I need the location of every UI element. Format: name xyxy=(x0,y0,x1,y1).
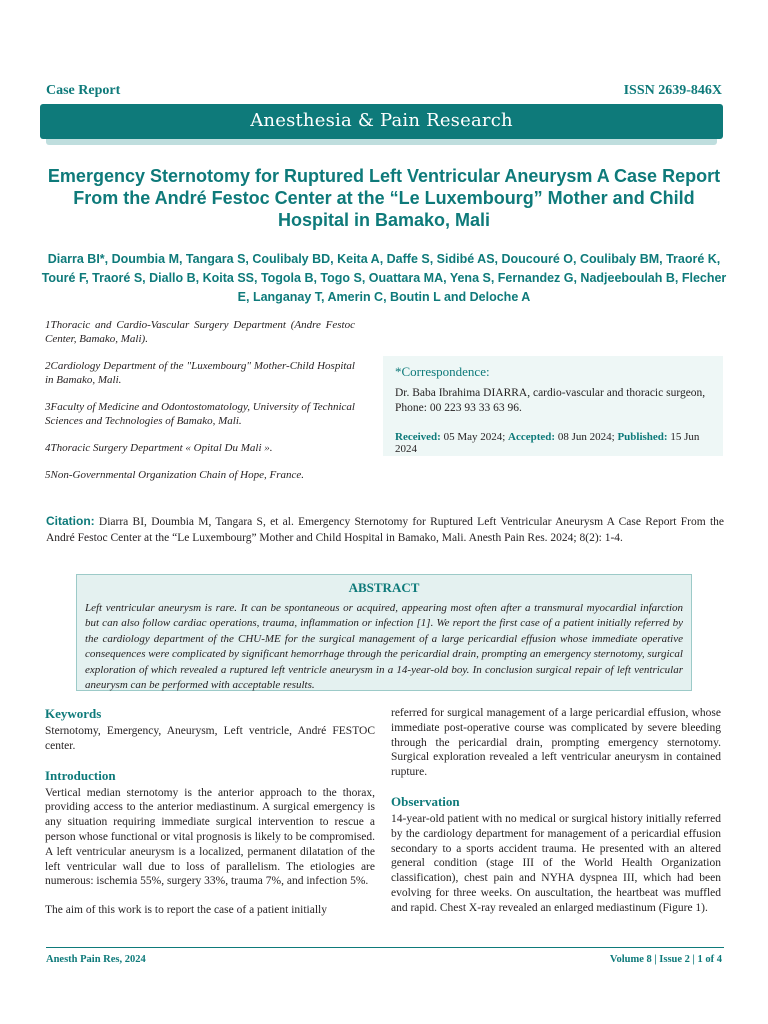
footer-journal: Anesth Pain Res, 2024 xyxy=(46,954,146,965)
received-label: Received: xyxy=(395,431,441,443)
introduction-paragraph-2: The aim of this work is to report the case of a patient initially xyxy=(45,904,327,917)
left-column xyxy=(45,706,375,932)
journal-name: Anesthesia & Pain Research xyxy=(250,110,513,131)
page-footer xyxy=(46,954,722,968)
citation-label: Citation: xyxy=(46,514,95,528)
correspondence-text: Dr. Baba Ibrahima DIARRA, cardio-vascular and thoracic surgeon, Phone: 00 223 93 33 63 96. xyxy=(395,387,706,414)
author-list: Diarra BI*, Doumbia M, Tangara S, Coulibaly BD, Keita A, Daffe S, Sidibé AS, Doucouré O, Coulibaly BM, Traoré K, Touré F, Traoré S, Diallo B, Koita SS, Togola B, Togo S, Ouattara MA, Yena S, Fernandez G, Nadjeeboulah B, Flecher E, Langanay T, Amerin C, Boutin L and Deloche A xyxy=(41,252,727,304)
received-date: 05 May 2024 xyxy=(443,431,503,443)
affiliation-3: 3Faculty of Medicine and Odontostomatology, University of Technical Sciences and Technologies of Bamako, Mali. xyxy=(45,401,355,427)
footer-divider xyxy=(46,947,724,948)
publication-dates: Received: 05 May 2024; Accepted: 08 Jun 2024; Published: 15 Jun 2024 xyxy=(395,431,700,455)
introduction-paragraph-1: Vertical median sternotomy is the anterior approach to the thorax, providing access to the anterior mediastinum. A surgical emergency is any situation requiring immediate surgical intervention to rescue a person whose functional or vital prognosis is likely to be compromised. A left ventricular aneurysm is a localized, permanent dilatation of the left ventricular wall due to loss of parallelism. The etiologies are numerous: ischemia 55%, surgery 33%, trauma 7%, and infection 5%. xyxy=(45,786,375,888)
observation-paragraph-1: 14-year-old patient with no medical or surgical history initially referred by the cardiology department for management of a pericardial effusion secondary to a sports accident trauma. He presented with an altered general condition (stage III of the World Health Organization classification), chest pain and NYHA dyspnea III, which had been evolving for three weeks. On auscultation, the heartbeat was muffled and rapid. Chest X-ray revealed an enlarged mediastinum (Figure 1). xyxy=(391,812,721,914)
observation-heading: Observation xyxy=(391,793,460,809)
accepted-label: Accepted: xyxy=(508,431,556,443)
issn-label: ISSN 2639-846X xyxy=(623,83,722,98)
citation xyxy=(46,513,724,546)
abstract-box xyxy=(76,574,692,691)
top-header-row xyxy=(46,83,722,101)
affiliation-1: 1Thoracic and Cardio-Vascular Surgery Department (Andre Festoc Center, Bamako, Mali). xyxy=(45,319,355,345)
journal-banner xyxy=(40,104,723,139)
affiliation-5: 5Non-Governmental Organization Chain of Hope, France. xyxy=(45,469,304,481)
introduction-continuation: referred for surgical management of a large pericardial effusion, whose immediate post-operative course was complicated by severe bleeding through the pericardial drain, prompting emergency sternotomy. Surgical exploration revealed a left ventricular aneurysm in contained rupture. xyxy=(391,707,721,779)
affiliations xyxy=(45,318,355,495)
abstract-heading: ABSTRACT xyxy=(348,580,420,595)
published-label: Published: xyxy=(617,431,668,443)
abstract-text: Left ventricular aneurysm is rare. It can be spontaneous or acquired, appearing most often after a transmural myocardial infarction but can also follow cardiac operations, trauma, inflammation or infection [1]. We report the first case of a patient initially referred by the cardiology department of the CHU-ME for the surgical management of a large pericardial effusion whose immediate operative consequences were complicated by significant hemorrhage through the pericardial drain, prompting an emergency sternotomy, surgical exploration of which revealed a ruptured left ventricle aneurysm in a 14-year-old boy. In conclusion surgical repair of left ventricular aneurysm can be performed with acceptable results. xyxy=(85,602,683,692)
accepted-date: 08 Jun 2024 xyxy=(557,431,612,443)
introduction-heading: Introduction xyxy=(45,767,116,783)
right-column xyxy=(391,706,721,930)
published-date: 15 Jun 2024 xyxy=(395,431,700,455)
citation-text: Diarra BI, Doumbia M, Tangara S, et al. Emergency Sternotomy for Ruptured Left Ventricular Aneurysm A Case Report From the André Festoc Center at the “Le Luxembourg” Mother and Child Hospital in Bamako, Mali. Anesth Pain Res. 2024; 8(2): 1-4. xyxy=(46,516,724,544)
footer-volume: Volume 8 | Issue 2 | 1 of 4 xyxy=(609,954,722,965)
article-type-label: Case Report xyxy=(46,83,121,98)
affiliation-2: 2Cardiology Department of the "Luxembourg" Mother-Child Hospital in Bamako, Mali. xyxy=(45,360,355,386)
affiliation-4: 4Thoracic Surgery Department « Opital Du Mali ». xyxy=(45,442,273,454)
correspondence-box xyxy=(383,356,723,456)
banner-shadow xyxy=(46,139,717,145)
article-title: Emergency Sternotomy for Ruptured Left Ventricular Aneurysm A Case Report From the André Festoc Center at the “Le Luxembourg” Mother and Child Hospital in Bamako, Mali xyxy=(47,166,721,230)
keywords-heading: Keywords xyxy=(45,706,102,721)
correspondence-heading: *Correspondence: xyxy=(395,364,490,379)
keywords-text: Sternotomy, Emergency, Aneurysm, Left ventricle, André FESTOC center. xyxy=(45,725,375,752)
